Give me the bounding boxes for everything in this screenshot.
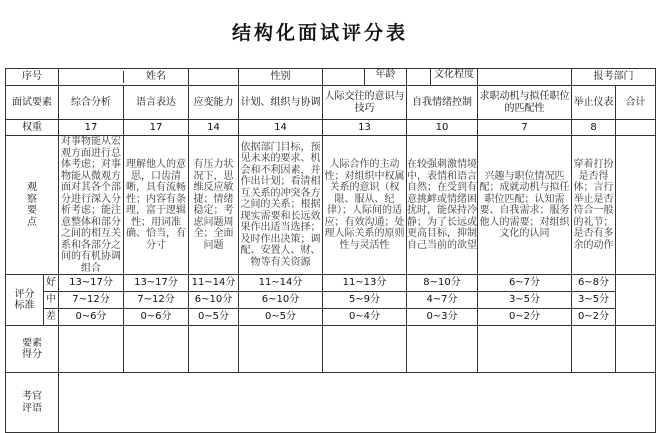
weight-value: 14 bbox=[189, 120, 239, 136]
weight-value: 10 bbox=[407, 120, 478, 136]
element-header: 综合分析 bbox=[59, 86, 124, 120]
comment-label: 考官评语 bbox=[6, 373, 59, 433]
score-row-good bbox=[6, 275, 656, 292]
score-range: 13~17分 bbox=[124, 275, 189, 292]
score-range: 0~2分 bbox=[478, 309, 572, 326]
element-score-cell[interactable] bbox=[239, 326, 323, 373]
score-range: 7~12分 bbox=[59, 292, 124, 309]
score-range: 0~2分 bbox=[572, 309, 616, 326]
gender-label: 性别 bbox=[239, 69, 323, 86]
score-range: 13~17分 bbox=[59, 275, 124, 292]
department-label: 报考部门 bbox=[572, 69, 656, 86]
element-score-cell[interactable] bbox=[124, 326, 189, 373]
observe-label: 观察要点 bbox=[6, 136, 59, 275]
observe-point: 理解他人的意思，口齿清晰，具有流畅性；内容有条理，富于逻辑性；用词准确、恰当，有分寸 bbox=[124, 136, 189, 275]
score-range: 6~10分 bbox=[189, 292, 239, 309]
seq-label: 序号 bbox=[6, 69, 59, 86]
comment-row bbox=[6, 373, 656, 433]
score-range: 0~3分 bbox=[407, 309, 478, 326]
weight-value: 17 bbox=[59, 120, 124, 136]
observe-point: 在较强刺激情境中，表情和语言自然；在受到有意挑衅或情绪困扰时，能保持冷静；为了长远或更高目标，抑制自己当前的欲望 bbox=[407, 136, 478, 275]
observe-point: 兴趣与职位情况匹配；成就动机与拟任职位匹配；认知需要、自我需求；服务他人的需要；对组织文化的认同 bbox=[478, 136, 572, 275]
scoring-total bbox=[616, 275, 656, 326]
weight-value: 14 bbox=[239, 120, 323, 136]
seq-field[interactable] bbox=[59, 71, 124, 83]
observe-point: 依据部门目标，预见未来的要求、机会和不利因素，并作出计划；看清相互关系的冲突各方之间的关系；根据现实需要和长远效果作出适当选择；及时作出决策；调配、安置人、财、物等有关资源 bbox=[239, 136, 323, 275]
score-range: 3~5分 bbox=[478, 292, 572, 309]
element-score-cell[interactable] bbox=[407, 326, 478, 373]
score-range: 11~13分 bbox=[323, 275, 407, 292]
weight-label: 权重 bbox=[6, 120, 59, 136]
elements-label: 面试要素 bbox=[6, 86, 59, 120]
name-field[interactable] bbox=[189, 69, 239, 86]
level-good-label: 好 bbox=[44, 275, 59, 292]
observe-point: 人际合作的主动性；对组织中权属关系的意识（权限、服从、纪律）；人际间的适应；有效沟通；处理人际关系的原则性与灵活性 bbox=[323, 136, 407, 275]
score-range: 0~6分 bbox=[59, 309, 124, 326]
scoring-label: 评分标准 bbox=[6, 275, 44, 326]
age-label: 年龄 bbox=[375, 69, 396, 80]
gender-field[interactable] bbox=[323, 69, 407, 86]
interview-score-table bbox=[5, 68, 656, 433]
score-range: 4~7分 bbox=[407, 292, 478, 309]
element-score-cell[interactable] bbox=[323, 326, 407, 373]
candidate-info-row bbox=[6, 69, 656, 86]
element-score-row bbox=[6, 326, 656, 373]
element-score-cell[interactable] bbox=[572, 326, 616, 373]
weight-row bbox=[6, 120, 656, 136]
element-header: 自我情绪控制 bbox=[407, 86, 478, 120]
score-range: 6~10分 bbox=[239, 292, 323, 309]
age-field[interactable] bbox=[407, 69, 478, 86]
element-score-cell[interactable] bbox=[478, 326, 572, 373]
form-title: 结构化面试评分表 bbox=[231, 22, 408, 44]
observe-point: 有压力状况下，思维反应敏捷；情绪稳定；考虑问题周全；全面问题 bbox=[189, 136, 239, 275]
score-row-poor bbox=[6, 309, 656, 326]
observe-point: 穿着打扮是否得体；言行举止是否符合一般的礼节；是否有多余的动作 bbox=[572, 136, 616, 275]
score-range: 6~7分 bbox=[478, 275, 572, 292]
score-range: 11~14分 bbox=[239, 275, 323, 292]
education-label: 文化程度 bbox=[434, 69, 474, 80]
score-range: 3~5分 bbox=[572, 292, 616, 309]
element-header: 求职动机与拟任职位的匹配性 bbox=[478, 86, 572, 120]
name-label: 姓名 bbox=[146, 71, 166, 83]
weight-value: 7 bbox=[478, 120, 572, 136]
score-range: 5~9分 bbox=[323, 292, 407, 309]
element-header: 应变能力 bbox=[189, 86, 239, 120]
element-score-cell[interactable] bbox=[189, 326, 239, 373]
education-field[interactable] bbox=[478, 69, 572, 86]
weight-value: 8 bbox=[572, 120, 616, 136]
comment-field[interactable] bbox=[59, 373, 656, 433]
level-poor-label: 差 bbox=[44, 309, 59, 326]
element-header: 举止仪表 bbox=[572, 86, 616, 120]
score-range: 0~5分 bbox=[189, 309, 239, 326]
element-header-row bbox=[6, 86, 656, 120]
element-score-label: 要素得分 bbox=[6, 326, 59, 373]
element-header: 计划、组织与协调 bbox=[239, 86, 323, 120]
element-header: 语言表达 bbox=[124, 86, 189, 120]
element-header: 人际交往的意识与技巧 bbox=[323, 86, 407, 120]
score-range: 0~6分 bbox=[124, 309, 189, 326]
score-range: 6~8分 bbox=[572, 275, 616, 292]
weight-value: 17 bbox=[124, 120, 189, 136]
total-label: 合计 bbox=[616, 86, 656, 120]
total-score-cell[interactable] bbox=[616, 326, 656, 373]
level-medium-label: 中 bbox=[44, 292, 59, 309]
score-range: 0~4分 bbox=[323, 309, 407, 326]
weight-value: 13 bbox=[323, 120, 407, 136]
score-range: 7~12分 bbox=[124, 292, 189, 309]
observation-row bbox=[6, 136, 656, 275]
element-score-cell[interactable] bbox=[59, 326, 124, 373]
observe-point: 对事物能从宏观方面进行总体考虑；对事物能从微观方面对其各个部分进行深入分析考虑；能注意整体和部分之间的相互关系和各部分之间的有机协调组合 bbox=[59, 136, 124, 275]
score-range: 8~10分 bbox=[407, 275, 478, 292]
score-range: 11~14分 bbox=[189, 275, 239, 292]
score-row-medium bbox=[6, 292, 656, 309]
observe-total bbox=[616, 136, 656, 275]
score-range: 0~5分 bbox=[239, 309, 323, 326]
weight-total bbox=[616, 120, 656, 136]
